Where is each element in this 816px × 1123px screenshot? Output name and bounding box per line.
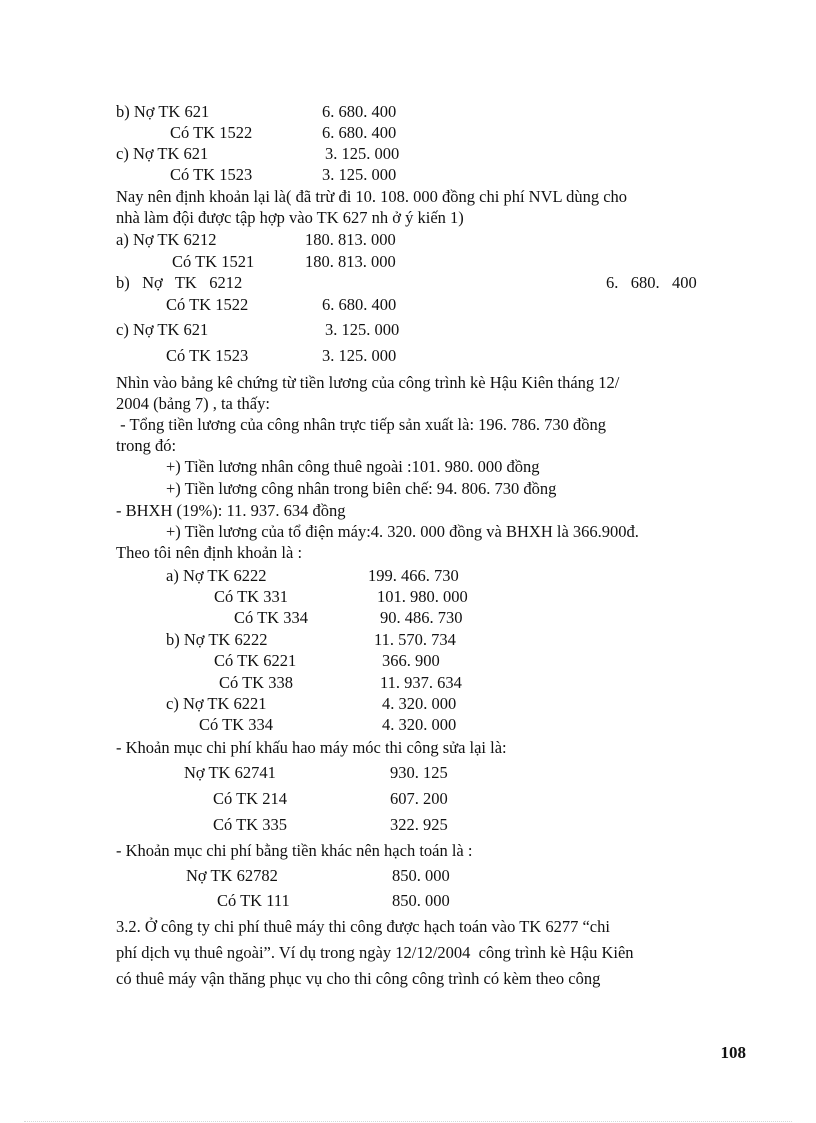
paragraph-line: có thuê máy vận thăng phục vụ cho thi công công trình có kèm theo công <box>116 969 601 988</box>
entry-amount: 3. 125. 000 <box>322 346 397 365</box>
footer-divider <box>24 1121 792 1122</box>
section-intro: - Khoản mục chi phí bằng tiền khác nên hạch toán là : <box>116 841 473 860</box>
entry-label: c) Nợ TK 6221 <box>166 694 267 713</box>
entry-label: b) Nợ TK 621 <box>116 102 210 121</box>
entry-label: Có TK 335 <box>213 815 287 834</box>
paragraph-line: - Tổng tiền lương của công nhân trực tiếp sản xuất là: 196. 786. 730 đồng <box>116 415 607 434</box>
paragraph-line: +) Tiền lương của tổ điện máy:4. 320. 000 đồng và BHXH là 366.900đ. <box>166 522 639 541</box>
paragraph-line: +) Tiền lương nhân công thuê ngoài :101. 980. 000 đồng <box>166 457 540 476</box>
entry-amount: 199. 466. 730 <box>368 566 459 585</box>
paragraph-line: Theo tôi nên định khoản là : <box>116 543 303 562</box>
paragraph-line: phí dịch vụ thuê ngoài”. Ví dụ trong ngày 12/12/2004 công trình kè Hậu Kiên <box>116 943 634 962</box>
entry-label: Có TK 111 <box>217 891 290 910</box>
entry-amount: 3. 125. 000 <box>322 165 397 184</box>
page-number: 108 <box>720 1043 746 1062</box>
entry-amount: 930. 125 <box>390 763 448 782</box>
entry-label: Có TK 6221 <box>214 651 297 670</box>
paragraph-line: +) Tiền lương công nhân trong biên chế: 94. 806. 730 đồng <box>166 479 557 498</box>
paragraph-line: - BHXH (19%): 11. 937. 634 đồng <box>116 501 346 520</box>
paragraph-line: 3.2. Ở công ty chi phí thuê máy thi công được hạch toán vào TK 6277 “chi <box>116 917 610 936</box>
entry-amount: 607. 200 <box>390 789 448 808</box>
entry-amount: 11. 570. 734 <box>374 630 456 649</box>
entry-amount: 11. 937. 634 <box>380 673 462 692</box>
entry-amount: 6. 680. 400 <box>322 295 397 314</box>
entry-amount: 3. 125. 000 <box>325 144 400 163</box>
entry-label: Có TK 1522 <box>166 295 249 314</box>
entry-amount: 180. 813. 000 <box>305 252 396 271</box>
entry-label: Có TK 1522 <box>170 123 253 142</box>
entry-label: Có TK 1523 <box>170 165 253 184</box>
entry-amount: 366. 900 <box>382 651 440 670</box>
entry-amount: 101. 980. 000 <box>377 587 468 606</box>
entry-label: Nợ TK 62782 <box>186 866 278 885</box>
entry-label: a) Nợ TK 6212 <box>116 230 217 249</box>
entry-label: a) Nợ TK 6222 <box>166 566 267 585</box>
entry-label: b) Nợ TK 6212 <box>116 273 243 292</box>
entry-amount: 3. 125. 000 <box>325 320 400 339</box>
entry-label: Có TK 1521 <box>172 252 255 271</box>
entry-label: Có TK 1523 <box>166 346 249 365</box>
entry-label: Có TK 334 <box>234 608 308 627</box>
entry-label: c) Nợ TK 621 <box>116 144 209 163</box>
entry-amount: 322. 925 <box>390 815 448 834</box>
paragraph-line: 2004 (bảng 7) , ta thấy: <box>116 394 270 413</box>
entry-label: c) Nợ TK 621 <box>116 320 209 339</box>
entry-amount: 180. 813. 000 <box>305 230 396 249</box>
entry-label: Có TK 214 <box>213 789 287 808</box>
entry-amount: 6. 680. 400 <box>606 273 697 292</box>
entry-label: Có TK 331 <box>214 587 288 606</box>
paragraph-line: Nay nên định khoản lại là( đã trừ đi 10. 108. 000 đồng chi phí NVL dùng cho <box>116 187 628 206</box>
entry-amount: 850. 000 <box>392 866 450 885</box>
paragraph-line: nhà làm đội được tập hợp vào TK 627 nh ở ý kiến 1) <box>116 208 464 227</box>
section-intro: - Khoản mục chi phí khấu hao máy móc thi công sửa lại là: <box>116 738 507 757</box>
entry-label: b) Nợ TK 6222 <box>166 630 268 649</box>
paragraph-line: Nhìn vào bảng kê chứng từ tiền lương của công trình kè Hậu Kiên tháng 12/ <box>116 373 620 392</box>
entry-amount: 90. 486. 730 <box>380 608 463 627</box>
entry-amount: 4. 320. 000 <box>382 715 457 734</box>
entry-label: Có TK 338 <box>219 673 293 692</box>
entry-amount: 4. 320. 000 <box>382 694 457 713</box>
entry-amount: 850. 000 <box>392 891 450 910</box>
paragraph-line: trong đó: <box>116 436 177 455</box>
entry-amount: 6. 680. 400 <box>322 123 397 142</box>
entry-label: Có TK 334 <box>199 715 273 734</box>
entry-amount: 6. 680. 400 <box>322 102 397 121</box>
entry-label: Nợ TK 62741 <box>184 763 276 782</box>
